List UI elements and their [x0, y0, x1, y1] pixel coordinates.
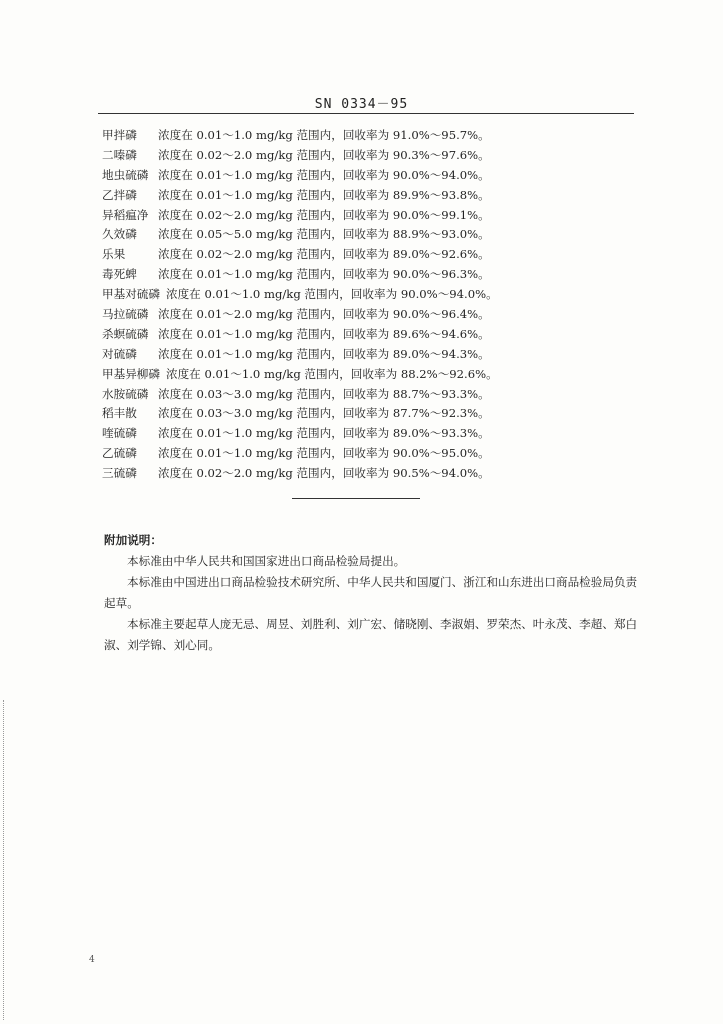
list-item	[102, 325, 662, 345]
compound-name: 久效磷	[102, 227, 137, 242]
list-item	[102, 186, 662, 206]
list-item	[102, 265, 662, 285]
compound-name: 甲基异柳磷	[102, 366, 160, 381]
recovery-text: 浓度在 0.01～1.0 mg/kg 范围内，回收率为 90.0%～94.0%。	[158, 167, 490, 182]
section-separator	[292, 498, 420, 499]
recovery-text: 浓度在 0.02～2.0 mg/kg 范围内，回收率为 90.0%～99.1%。	[158, 207, 490, 222]
compound-name: 喹硫磷	[102, 426, 137, 441]
list-item	[102, 305, 662, 325]
list-item	[102, 285, 662, 305]
compound-name: 地虫硫磷	[102, 167, 149, 182]
list-item	[102, 146, 662, 166]
compound-name: 杀螟硫磷	[102, 326, 149, 341]
list-item	[102, 424, 662, 444]
list-item	[102, 166, 662, 186]
list-item	[102, 345, 662, 365]
recovery-text: 浓度在 0.05～5.0 mg/kg 范围内，回收率为 88.9%～93.0%。	[158, 227, 490, 242]
recovery-rate-list	[102, 126, 662, 484]
notes-title: 附加说明：	[104, 533, 162, 547]
recovery-text: 浓度在 0.01～2.0 mg/kg 范围内，回收率为 90.0%～96.4%。	[158, 307, 490, 322]
header-rule	[98, 113, 634, 114]
recovery-text: 浓度在 0.01～1.0 mg/kg 范围内，回收率为 90.0%～96.3%。	[158, 267, 490, 282]
list-item	[102, 444, 662, 464]
recovery-text: 浓度在 0.02～2.0 mg/kg 范围内，回收率为 90.3%～97.6%。	[158, 147, 490, 162]
compound-name: 二嗪磷	[102, 147, 137, 162]
list-item	[102, 225, 662, 245]
additional-notes	[104, 530, 644, 656]
recovery-text: 浓度在 0.01～1.0 mg/kg 范围内，回收率为 88.2%～92.6%。	[165, 366, 498, 381]
recovery-text: 浓度在 0.02～2.0 mg/kg 范围内，回收率为 89.0%～92.6%。	[158, 247, 490, 262]
compound-name: 毒死蜱	[102, 267, 137, 282]
recovery-text: 浓度在 0.02～2.0 mg/kg 范围内，回收率为 90.5%～94.0%。	[158, 466, 490, 481]
compound-name: 甲拌磷	[102, 128, 137, 142]
recovery-text: 浓度在 0.03～3.0 mg/kg 范围内，回收率为 88.7%～93.3%。	[158, 386, 490, 401]
page-mark: 4	[89, 955, 95, 965]
compound-name: 马拉硫磷	[102, 307, 149, 322]
compound-name: 乙硫磷	[102, 446, 137, 461]
compound-name: 三硫磷	[102, 466, 137, 481]
scan-edge-marks	[3, 700, 6, 1020]
list-item	[102, 365, 662, 385]
recovery-text: 浓度在 0.03～3.0 mg/kg 范围内，回收率为 87.7%～92.3%。	[158, 406, 490, 421]
recovery-text: 浓度在 0.01～1.0 mg/kg 范围内，回收率为 91.0%～95.7%。	[158, 128, 490, 142]
compound-name: 异稻瘟净	[102, 207, 149, 222]
recovery-text: 浓度在 0.01～1.0 mg/kg 范围内，回收率为 89.0%～93.3%。	[158, 426, 490, 441]
compound-name: 稻丰散	[102, 406, 137, 421]
standard-code-header: SN 0334－95	[314, 97, 409, 112]
list-item	[102, 206, 662, 226]
recovery-text: 浓度在 0.01～1.0 mg/kg 范围内，回收率为 90.0%～94.0%。	[165, 287, 498, 302]
compound-name: 乐果	[102, 247, 126, 262]
note-paragraph: 本标准主要起草人庞无忌、周昱、刘胜利、刘广宏、储晓刚、李淑娟、罗荣杰、叶永茂、李超、郑白淑、刘学锦、刘心同。	[104, 617, 638, 652]
list-item	[102, 464, 662, 484]
note-paragraph: 本标准由中华人民共和国国家进出口商品检验局提出。	[127, 554, 406, 568]
list-item	[102, 385, 662, 405]
compound-name: 水胺硫磷	[102, 386, 149, 401]
compound-name: 甲基对硫磷	[102, 287, 160, 302]
recovery-text: 浓度在 0.01～1.0 mg/kg 范围内，回收率为 89.9%～93.8%。	[158, 187, 490, 202]
compound-name: 对硫磷	[102, 346, 137, 361]
compound-name: 乙拌磷	[102, 187, 137, 202]
list-item	[102, 245, 662, 265]
recovery-text: 浓度在 0.01～1.0 mg/kg 范围内，回收率为 89.6%～94.6%。	[158, 326, 490, 341]
list-item	[102, 404, 662, 424]
list-item	[102, 126, 662, 146]
recovery-text: 浓度在 0.01～1.0 mg/kg 范围内，回收率为 89.0%～94.3%。	[158, 346, 490, 361]
recovery-text: 浓度在 0.01～1.0 mg/kg 范围内，回收率为 90.0%～95.0%。	[158, 446, 490, 461]
note-paragraph: 本标准由中国进出口商品检验技术研究所、中华人民共和国厦门、浙江和山东进出口商品检验局负责起草。	[104, 575, 638, 610]
